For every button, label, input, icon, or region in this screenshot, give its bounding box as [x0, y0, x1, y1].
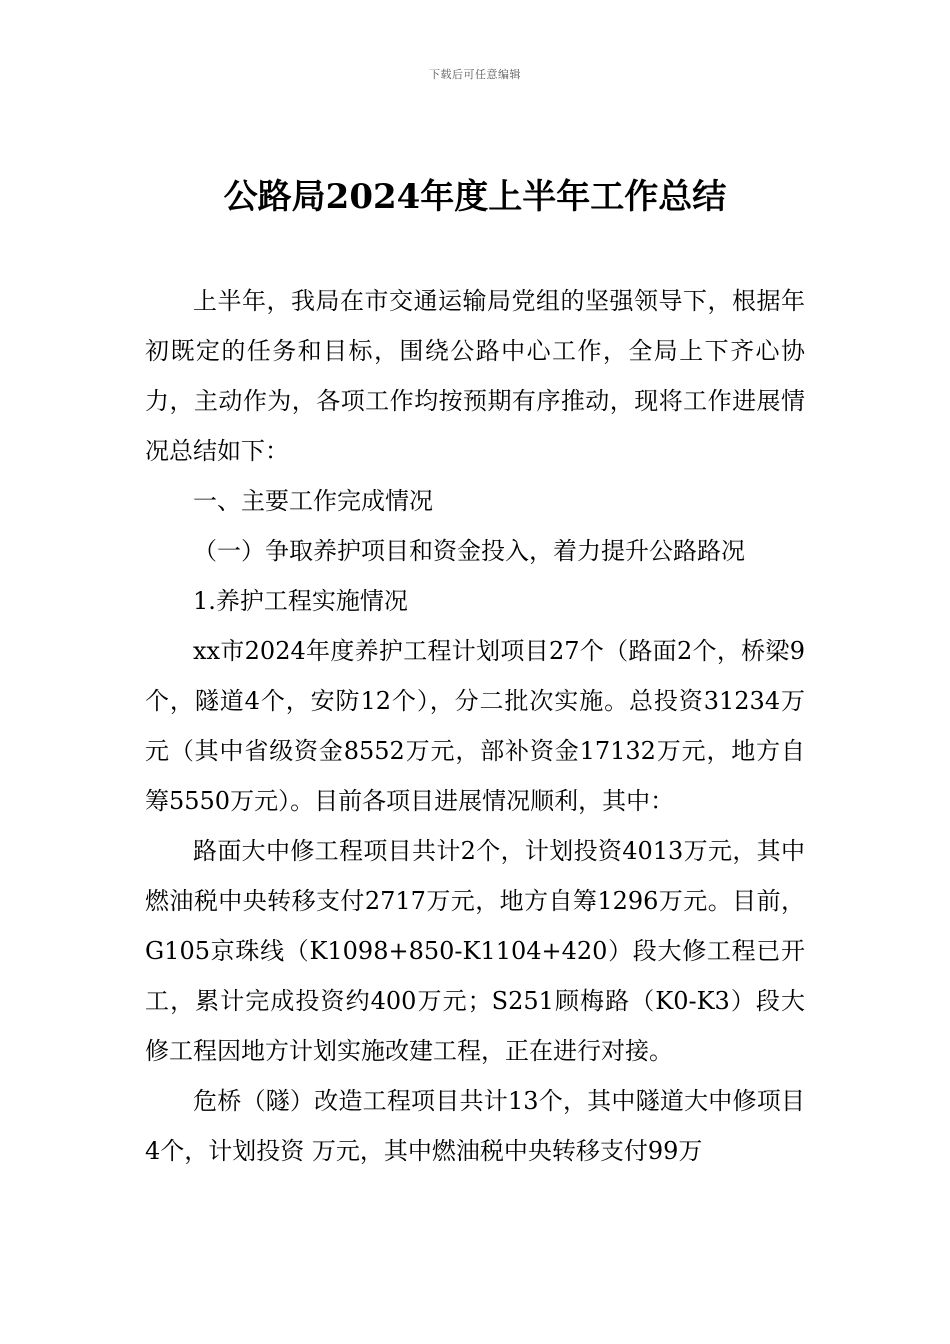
- item-heading-1: 1.养护工程实施情况: [193, 587, 408, 615]
- document-title: 公路局2024年度上半年工作总结: [223, 177, 727, 217]
- paragraph-maintenance-plan: xx市2024年度养护工程计划项目27个（路面2个，桥梁9个，隧道4个，安防12个），分二批次实施。总投资31234万元（其中省级资金8552万元，部补资金17132万元，地方自筹5550万元）。目前各项目进展情况顺利，其中：: [145, 637, 805, 815]
- paragraph-intro: 上半年，我局在市交通运输局党组的坚强领导下，根据年初既定的任务和目标，围绕公路中心工作，全局上下齐心协力，主动作为，各项工作均按预期有序推动，现将工作进展情况总结如下：: [145, 287, 805, 465]
- document-body: [145, 276, 805, 1176]
- section-heading-1: 一、主要工作完成情况: [193, 487, 433, 515]
- subsection-heading-1: （一）争取养护项目和资金投入，着力提升公路路况: [193, 537, 745, 565]
- paragraph-road-repair: 路面大中修工程项目共计2个，计划投资4013万元，其中燃油税中央转移支付2717万元，地方自筹1296万元。目前，G105京珠线（K1098+850-K1104+420）段大修工程已开工，累计完成投资约400万元；S251顾梅路（K0-K3）段大修工程因地方计划实施改建工程，正在进行对接。: [145, 837, 805, 1065]
- paragraph-bridge-tunnel: 危桥（隧）改造工程项目共计13个，其中隧道大中修项目4个，计划投资 万元，其中燃油税中央转移支付99万: [145, 1087, 805, 1165]
- header-note: 下载后可任意编辑: [429, 68, 521, 81]
